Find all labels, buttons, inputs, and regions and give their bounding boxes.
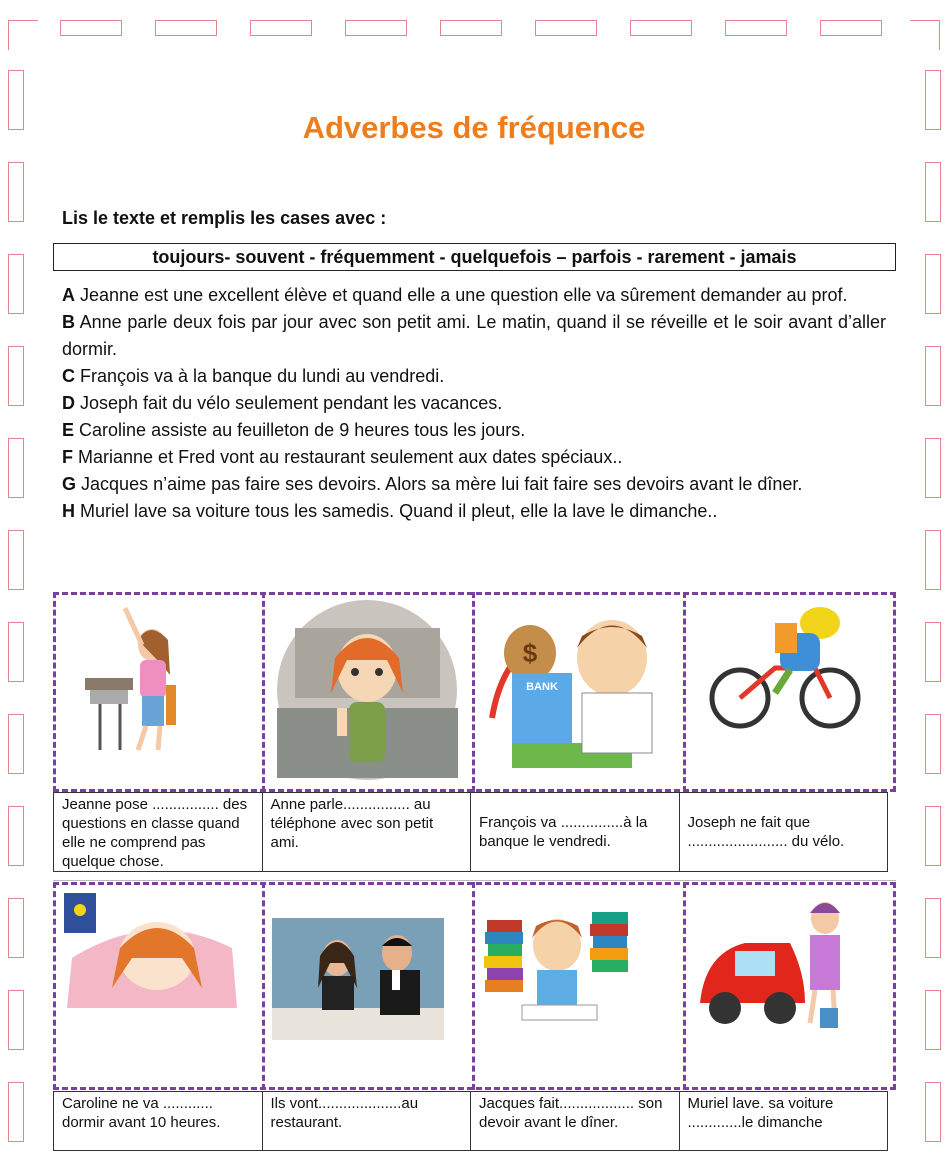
picture-divider xyxy=(262,882,265,1090)
word-bank-box: toujours- souvent - fréquemment - quelquefois – parfois - rarement - jamais xyxy=(53,243,896,271)
frame-segment xyxy=(925,990,941,1050)
girl-on-phone-illustration xyxy=(275,598,460,783)
row-separator xyxy=(53,880,896,881)
frame-segment xyxy=(925,714,941,774)
frame-segment xyxy=(345,20,407,36)
answer-text: Ils vont....................au restaurant. xyxy=(270,1095,419,1131)
answer-text: Caroline ne va ............ dormir avant 10 heures. xyxy=(62,1095,221,1131)
frame-segment xyxy=(820,20,882,36)
frame-segment xyxy=(8,346,24,406)
frame-segment xyxy=(8,622,24,682)
frame-segment xyxy=(8,254,24,314)
frame-segment xyxy=(8,1082,24,1142)
bank-sign: BANK xyxy=(526,681,558,693)
frame-corner-tr xyxy=(910,20,940,50)
answer-text: Anne parle................ au téléphone avec son petit ami. xyxy=(270,796,434,851)
boy-with-books-illustration xyxy=(482,900,632,1025)
frame-segment xyxy=(925,438,941,498)
couple-restaurant-illustration xyxy=(272,918,444,1040)
frame-segment xyxy=(440,20,502,36)
answer-cell-h xyxy=(680,1092,888,1150)
answer-cell-d xyxy=(680,793,888,871)
sentence-d: D Joseph fait du vélo seulement pendant les vacances. xyxy=(62,393,503,413)
answer-cell-c xyxy=(471,793,680,871)
frame-corner-tl xyxy=(8,20,38,50)
picture-divider xyxy=(683,592,686,792)
answer-cell-g xyxy=(471,1092,680,1150)
girl-raising-hand-illustration xyxy=(80,600,190,762)
reading-text xyxy=(62,282,886,525)
sentence-c: C François va à la banque du lundi au vendredi. xyxy=(62,366,445,386)
answer-text: François va ...............à la banque le vendredi. xyxy=(479,814,648,850)
picture-divider xyxy=(472,882,475,1090)
frame-segment xyxy=(925,530,941,590)
frame-segment xyxy=(925,346,941,406)
answer-text: Muriel lave. sa voiture .............le dimanche xyxy=(687,1095,834,1131)
frame-segment xyxy=(8,806,24,866)
frame-segment xyxy=(250,20,312,36)
answer-text: Joseph ne fait que ........................ du vélo. xyxy=(687,814,845,850)
frame-segment xyxy=(155,20,217,36)
frame-segment xyxy=(535,20,597,36)
sentence-a: A Jeanne est une excellent élève et quand elle a une question elle va sûrement demander au prof. xyxy=(62,285,848,305)
frame-segment xyxy=(8,714,24,774)
frame-segment xyxy=(925,254,941,314)
frame-segment xyxy=(925,898,941,958)
frame-segment xyxy=(925,622,941,682)
dollar-symbol: $ xyxy=(522,638,538,668)
page-title: Adverbes de fréquence xyxy=(302,110,646,145)
frame-segment xyxy=(8,898,24,958)
woman-washing-car-illustration xyxy=(695,893,870,1038)
answer-cell-a xyxy=(54,793,263,871)
frame-segment xyxy=(60,20,122,36)
instruction-text: Lis le texte et remplis les cases avec : xyxy=(62,208,387,228)
answer-cell-b xyxy=(263,793,472,871)
sentence-f: F Marianne et Fred vont au restaurant seulement aux dates spéciaux.. xyxy=(62,447,623,467)
sentence-e: E Caroline assiste au feuilleton de 9 heures tous les jours. xyxy=(62,420,526,440)
frame-segment xyxy=(8,438,24,498)
frame-segment xyxy=(630,20,692,36)
frame-segment xyxy=(8,162,24,222)
picture-divider xyxy=(262,592,265,792)
girl-sleeping-illustration xyxy=(62,888,252,1018)
answer-cell-e xyxy=(54,1092,263,1150)
sentence-b: B Anne parle deux fois par jour avec son petit ami. Le matin, quand il se réveille et le soir avant d’aller dormir. xyxy=(62,312,886,359)
picture-divider xyxy=(683,882,686,1090)
picture-divider xyxy=(472,592,475,792)
answer-row-2 xyxy=(53,1091,888,1151)
answer-row-1 xyxy=(53,792,888,872)
cyclist-illustration xyxy=(705,598,870,743)
frame-segment xyxy=(925,1082,941,1142)
answer-cell-f xyxy=(263,1092,472,1150)
sentence-h: H Muriel lave sa voiture tous les samedis. Quand il pleut, elle la lave le dimanche.. xyxy=(62,501,718,521)
answer-text: Jacques fait.................. son devoir avant le dîner. xyxy=(479,1095,663,1131)
frame-segment xyxy=(925,162,941,222)
sentence-g: G Jacques n’aime pas faire ses devoirs. Alors sa mère lui fait faire ses devoirs avant le dîner. xyxy=(62,474,803,494)
frame-segment xyxy=(725,20,787,36)
frame-segment xyxy=(8,530,24,590)
frame-segment xyxy=(925,806,941,866)
man-at-bank-illustration xyxy=(482,598,672,773)
frame-segment xyxy=(8,990,24,1050)
answer-text: Jeanne pose ................ des questions en classe quand elle ne comprend pas quelque chose. xyxy=(62,796,248,870)
